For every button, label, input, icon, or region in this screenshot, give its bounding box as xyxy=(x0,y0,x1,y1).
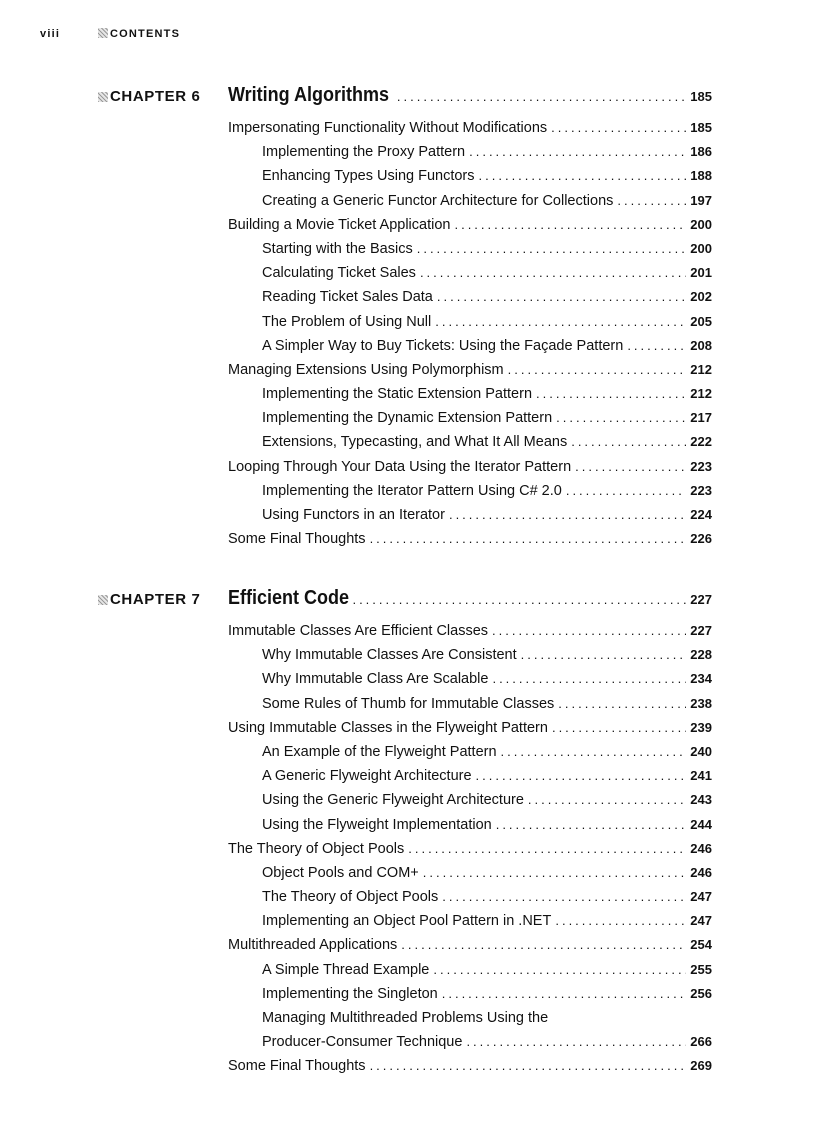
toc-entry-title: Extensions, Typecasting, and What It All Means xyxy=(262,434,568,451)
dot-leader xyxy=(437,289,686,304)
toc-entry[interactable] xyxy=(228,720,712,744)
toc-entry-title: A Simpler Way to Buy Tickets: Using the Façade Pattern xyxy=(262,337,624,354)
toc-entry-page: 246 xyxy=(690,864,712,880)
dot-leader xyxy=(397,89,686,104)
folio: viii xyxy=(40,28,61,40)
chapter-6 xyxy=(0,84,816,548)
toc-entry[interactable] xyxy=(228,889,712,913)
toc-entry-page: 208 xyxy=(690,337,712,353)
chapter-title: Efficient Code xyxy=(228,587,350,609)
dot-leader xyxy=(496,817,687,832)
dot-leader xyxy=(433,962,686,977)
toc-entry-title: Why Immutable Classes Are Consistent xyxy=(262,647,517,664)
toc-entry-page: 228 xyxy=(690,647,712,663)
toc-entry[interactable] xyxy=(228,696,712,720)
section-title: CONTENTS xyxy=(110,28,181,40)
toc-entry[interactable] xyxy=(228,459,712,483)
toc-entry[interactable] xyxy=(228,792,712,816)
toc-entry-title: Implementing the Iterator Pattern Using C# 2.0 xyxy=(262,482,562,499)
toc-entry-title: Implementing an Object Pool Pattern in .NET xyxy=(262,913,552,930)
dot-leader xyxy=(492,671,686,686)
toc-entry-page: 185 xyxy=(690,120,712,135)
toc-entry-page: 212 xyxy=(690,361,712,377)
dot-leader xyxy=(555,913,686,928)
chapter-heading[interactable] xyxy=(0,84,816,112)
toc-entry-page: 247 xyxy=(690,913,712,929)
dot-leader xyxy=(552,720,686,735)
toc-entry-title: Implementing the Proxy Pattern xyxy=(262,144,466,161)
toc-entry[interactable] xyxy=(228,338,712,362)
dot-leader xyxy=(401,937,686,952)
toc-entry-page: 202 xyxy=(690,289,712,305)
toc-entry[interactable] xyxy=(228,241,712,265)
dot-leader xyxy=(617,193,686,208)
toc-entry-title: Managing Multithreaded Problems Using the xyxy=(262,1010,549,1026)
toc-entry-page: 201 xyxy=(690,265,712,281)
dot-leader xyxy=(479,168,687,183)
toc-entry[interactable] xyxy=(228,1058,712,1082)
toc-entry[interactable] xyxy=(228,193,712,217)
toc-entry[interactable] xyxy=(228,1034,712,1058)
toc-entry-title: Calculating Ticket Sales xyxy=(262,265,416,282)
toc-entry-title: Multithreaded Applications xyxy=(228,937,398,954)
toc-entries xyxy=(228,623,712,1083)
toc-entry-title: Some Final Thoughts xyxy=(228,531,366,548)
toc-entry-title: A Simple Thread Example xyxy=(262,961,430,978)
dot-leader xyxy=(556,410,686,425)
toc-entry-page: 244 xyxy=(690,816,712,832)
toc-entry[interactable] xyxy=(228,865,712,889)
toc-entry-title: Creating a Generic Functor Architecture for Collections xyxy=(262,192,614,209)
toc-entry-title: Looping Through Your Data Using the Iterator Pattern xyxy=(228,458,572,475)
toc-entry-page: 223 xyxy=(690,482,712,498)
dot-leader xyxy=(469,144,686,159)
chapter-label: CHAPTER 6 xyxy=(98,88,200,105)
dot-leader xyxy=(370,531,687,546)
toc-entry-title: Implementing the Dynamic Extension Pattern xyxy=(262,410,553,427)
toc-entry[interactable] xyxy=(228,314,712,338)
toc-entry-title: Immutable Classes Are Efficient Classes xyxy=(228,623,489,639)
dot-leader xyxy=(454,217,686,232)
toc-entry-page: 227 xyxy=(690,623,712,638)
dot-leader xyxy=(417,241,687,256)
toc-entry[interactable] xyxy=(228,671,712,695)
chapter-page: 185 xyxy=(690,89,712,104)
toc-entry-page: 241 xyxy=(690,768,712,784)
toc-entry-title: Producer-Consumer Technique xyxy=(262,1034,463,1051)
hatch-icon xyxy=(98,92,108,102)
toc-entry-title: A Generic Flyweight Architecture xyxy=(262,768,472,785)
dot-leader xyxy=(435,314,686,329)
dot-leader xyxy=(466,1034,686,1049)
toc-entry-page: 269 xyxy=(690,1058,712,1074)
toc-entry-page: 256 xyxy=(690,985,712,1001)
toc-entry[interactable] xyxy=(228,217,712,241)
toc-entry-title: An Example of the Flyweight Pattern xyxy=(262,743,497,760)
toc-entry[interactable] xyxy=(228,744,712,768)
toc-entry[interactable] xyxy=(228,120,712,144)
toc-entry[interactable] xyxy=(228,647,712,671)
toc-entry-page: 234 xyxy=(690,671,712,687)
dot-leader xyxy=(492,623,686,638)
toc-entry-title: Some Final Thoughts xyxy=(228,1058,366,1075)
toc-entry-page: 188 xyxy=(690,168,712,184)
toc-entry-title: Reading Ticket Sales Data xyxy=(262,289,433,306)
chapter-title-row xyxy=(228,587,712,610)
toc-entry[interactable] xyxy=(228,817,712,841)
toc-entry-title: Using the Flyweight Implementation xyxy=(262,816,492,833)
toc-entry-title: The Theory of Object Pools xyxy=(228,840,405,857)
dot-leader xyxy=(423,865,687,880)
toc-entry-page: 239 xyxy=(690,719,712,735)
dot-leader xyxy=(370,1058,687,1073)
dot-leader xyxy=(528,792,686,807)
toc-entry[interactable] xyxy=(228,483,712,507)
toc-entry-page: 222 xyxy=(690,434,712,450)
toc-entry[interactable] xyxy=(228,265,712,289)
toc-entry[interactable] xyxy=(228,913,712,937)
toc-entry-title: Object Pools and COM+ xyxy=(262,864,419,881)
dot-leader xyxy=(536,386,686,401)
toc-entry[interactable] xyxy=(228,768,712,792)
dot-leader xyxy=(627,338,686,353)
hatch-icon xyxy=(98,28,108,38)
dot-leader xyxy=(571,434,686,449)
running-head xyxy=(40,28,180,40)
dot-leader xyxy=(420,265,686,280)
chapter-7 xyxy=(0,587,816,1075)
dot-leader xyxy=(442,889,686,904)
chapter-heading[interactable] xyxy=(0,587,816,615)
toc-entry-page: 254 xyxy=(690,937,712,953)
toc-entry[interactable] xyxy=(228,623,712,647)
toc-entry-page: 197 xyxy=(690,192,712,208)
toc-entry-title: Enhancing Types Using Functors xyxy=(262,168,475,185)
toc-entry-page: 212 xyxy=(690,386,712,402)
toc-entry[interactable] xyxy=(228,531,712,555)
toc-entry[interactable] xyxy=(228,362,712,386)
toc-entries xyxy=(228,120,712,555)
toc-entry-page: 226 xyxy=(690,531,712,547)
toc-entry-page: 243 xyxy=(690,792,712,808)
toc-entry-page: 240 xyxy=(690,743,712,759)
toc-entry[interactable] xyxy=(228,144,712,168)
toc-entry[interactable] xyxy=(228,937,712,961)
toc-entry-title: The Problem of Using Null xyxy=(262,313,432,330)
toc-entry-title: Some Rules of Thumb for Immutable Classes xyxy=(262,695,555,712)
chapter-label: CHAPTER 7 xyxy=(98,591,200,608)
toc-entry[interactable] xyxy=(228,289,712,313)
dot-leader xyxy=(575,459,686,474)
toc-entry-page: 246 xyxy=(690,840,712,856)
toc-entry-title: Using Immutable Classes in the Flyweight Pattern xyxy=(228,719,548,736)
hatch-icon xyxy=(98,595,108,605)
dot-leader xyxy=(408,841,686,856)
toc-entry-page: 186 xyxy=(690,144,712,160)
toc-entry[interactable] xyxy=(228,410,712,434)
toc-entry[interactable] xyxy=(228,841,712,865)
dot-leader xyxy=(551,120,686,135)
dot-leader xyxy=(449,507,686,522)
toc-entry-page: 217 xyxy=(690,410,712,426)
toc-entry[interactable] xyxy=(228,962,712,986)
chapter-title: Writing Algorithms xyxy=(228,84,390,106)
dot-leader xyxy=(352,592,686,607)
toc-entry-page: 224 xyxy=(690,507,712,522)
toc-entry-page: 255 xyxy=(690,961,712,977)
dot-leader xyxy=(558,696,686,711)
toc-entry-title: Why Immutable Class Are Scalable xyxy=(262,671,489,688)
dot-leader xyxy=(501,744,687,759)
toc-entry[interactable] xyxy=(228,386,712,410)
toc-entry-title: Managing Extensions Using Polymorphism xyxy=(228,361,504,378)
toc-entry-title: The Theory of Object Pools xyxy=(262,889,439,906)
toc-entry-title: Impersonating Functionality Without Modifications xyxy=(228,120,548,136)
toc-entry[interactable] xyxy=(228,1010,712,1034)
toc-entry-title: Implementing the Singleton xyxy=(262,985,438,1002)
toc-entry[interactable] xyxy=(228,986,712,1010)
chapter-page: 227 xyxy=(690,592,712,607)
toc-entry-page: 223 xyxy=(690,458,712,474)
toc-entry-page: 238 xyxy=(690,695,712,711)
chapter-title-row xyxy=(228,84,712,107)
toc-entry[interactable] xyxy=(228,434,712,458)
toc-entry-title: Implementing the Static Extension Pattern xyxy=(262,386,533,403)
toc-entry-title: Using Functors in an Iterator xyxy=(262,507,445,523)
dot-leader xyxy=(442,986,687,1001)
dot-leader xyxy=(566,483,686,498)
toc-entry-page: 200 xyxy=(690,216,712,232)
toc-entry-page: 247 xyxy=(690,889,712,905)
toc-entry-page: 205 xyxy=(690,313,712,329)
toc-entry-page: 200 xyxy=(690,240,712,256)
toc-entry[interactable] xyxy=(228,168,712,192)
toc-entry-title: Using the Generic Flyweight Architecture xyxy=(262,792,524,809)
dot-leader xyxy=(476,768,687,783)
dot-leader xyxy=(521,647,687,662)
dot-leader xyxy=(508,362,687,377)
toc-entry-page: 266 xyxy=(690,1034,712,1050)
toc-entry[interactable] xyxy=(228,507,712,531)
toc-entry-title: Starting with the Basics xyxy=(262,240,413,257)
toc-entry-title: Building a Movie Ticket Application xyxy=(228,216,451,233)
